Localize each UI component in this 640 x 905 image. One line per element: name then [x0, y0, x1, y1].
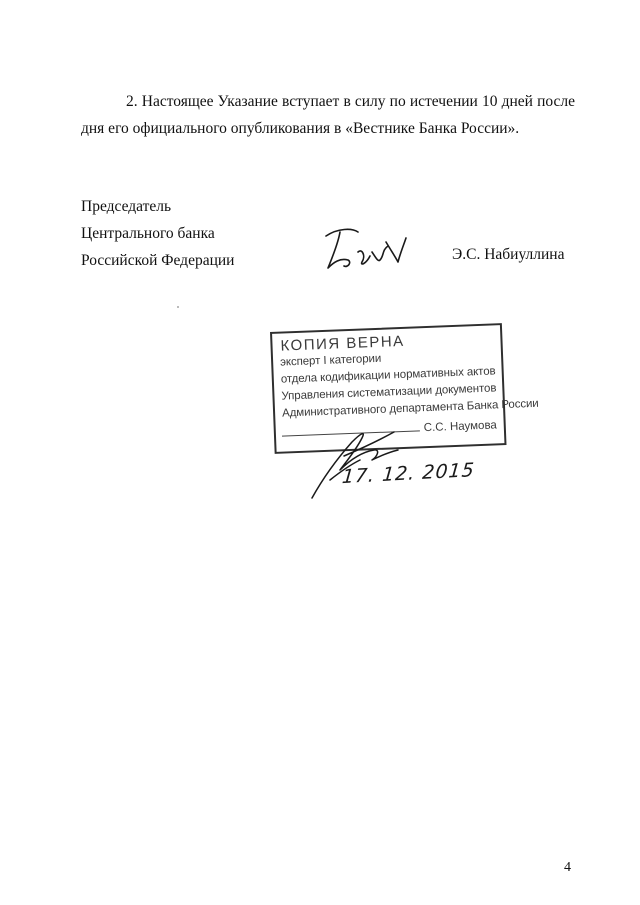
signer-name: Э.С. Набиуллина — [452, 246, 565, 263]
stamp-line-1: эксперт I категории — [279, 352, 382, 369]
signer-title-block — [81, 193, 234, 274]
handwritten-signature-icon — [318, 222, 408, 272]
page-number: 4 — [564, 860, 571, 875]
scan-speck — [177, 306, 179, 308]
stamp-signature-icon — [300, 420, 410, 500]
handwritten-date: 17. 12. 2015 — [341, 459, 476, 489]
stamp-line-2: отдела кодификации нормативных актов — [280, 365, 496, 386]
paragraph-2 — [81, 88, 575, 142]
stamp-certifier-name: С.С. Наумова — [423, 419, 498, 435]
stamp-line-3: Управления систематизации документов — [281, 382, 497, 403]
stamp-line-4: Административного департамента Банка России — [281, 397, 539, 420]
signer-title-line-3: Российской Федерации — [81, 252, 235, 269]
paragraph-line-2: дня его официального опубликования в «Вестнике Банка России». — [81, 120, 520, 137]
signer-title-line-1: Председатель — [81, 198, 172, 215]
paragraph-line-1: 2. Настоящее Указание вступает в силу по истечении 10 дней после — [126, 93, 575, 110]
stamp-title: КОПИЯ ВЕРНА — [280, 332, 405, 355]
signer-title-line-2: Центрального банка — [81, 225, 215, 242]
